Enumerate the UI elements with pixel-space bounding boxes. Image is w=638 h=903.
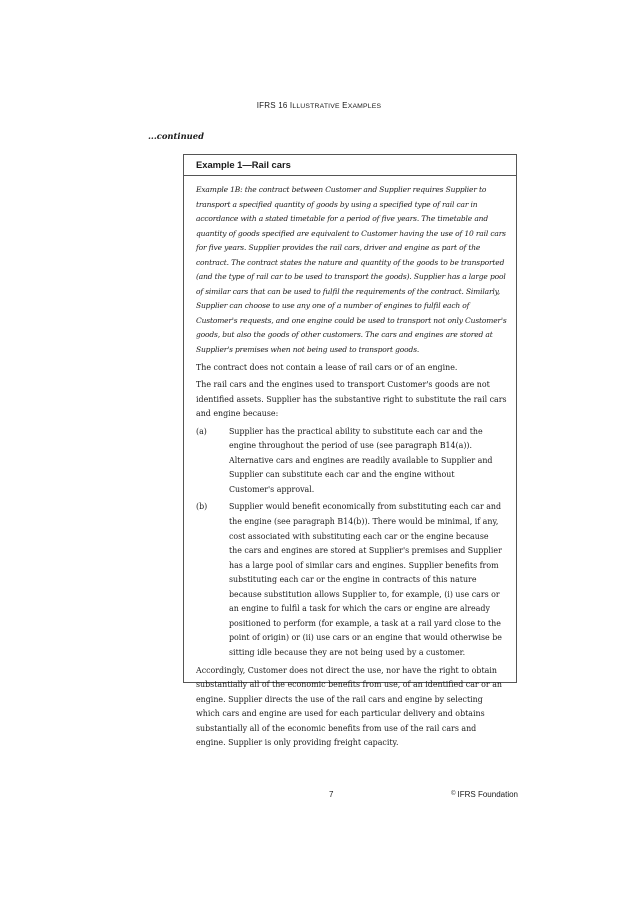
list-item-text: Supplier has the practical ability to substitute each car and the engine throughout the period of use (see paragraph B14(a)). Alternative cars and engines are readily available to Supplier and Supplier can substitute each car and the engine without Customer's approval. [229, 426, 493, 494]
identified-assets-paragraph: The rail cars and the engines used to transport Customer's goods are not identified assets. Supplier has the substantive right to substitute the rail cars and engine because: [196, 380, 507, 419]
example-title: Example 1—Rail cars [184, 155, 516, 176]
list-item-label: (a) [196, 426, 207, 436]
conclusion-paragraph: The contract does not contain a lease of rail cars or of an engine. [196, 362, 458, 372]
example-body [184, 176, 516, 751]
header-title-smallcaps-2: XAMPLES [347, 103, 382, 110]
header-title-smallcaps-1: LLUSTRATIVE [292, 103, 340, 110]
example-intro: Example 1B: the contract between Customer and Supplier requires Supplier to transport a specified quantity of goods by using a specified type of rail car in accordance with a stated timetable for a period of five years. The timetable and quantity of goods specified are equivalent to Customer having the use of 10 rail cars for five years. Supplier provides the rail cars, driver and engine as part of the contract. The contract states the nature and quantity of the goods to be transported (and the type of rail car to be used to transport the goods). Supplier has a large pool of similar cars that can be used to fulfil the requirements of the contract. Similarly, Supplier can choose to use any one of a number of engines to fulfil each of Customer's requests, and one engine could be used to transport not only Customer's goods, but also the goods of other customers. The cars and engines are stored at Supplier's premises when not being used to transport goods. [196, 185, 507, 355]
running-header [0, 101, 638, 110]
footer-copyright [451, 790, 518, 799]
list-item-label: (b) [196, 502, 208, 512]
list-item-text: Supplier would benefit economically from substituting each car and the engine (see paragraph B14(b)). There would be minimal, if any, cost associated with substituting each car or the engine because the cars and engines are stored at Supplier's premises and Supplier has a large pool of similar cars and engines. Supplier benefits from substituting each car or the engine in contracts of this nature because substitution allows Supplier to, for example, (i) use cars or an engine to fulfil a task for which the cars or engine are already positioned to perform (for example, a task at a rail yard close to the point of origin) or (ii) use cars or an engine that would otherwise be sitting idle because they are not being used by a customer. [229, 502, 502, 657]
continued-label: ...continued [148, 131, 204, 141]
header-title-separator: E [339, 101, 348, 110]
list-item [196, 425, 508, 498]
page-number: 7 [329, 790, 334, 799]
copyright-symbol: © [451, 791, 456, 797]
list-item [196, 500, 508, 660]
copyright-text: IFRS Foundation [457, 790, 518, 799]
header-title-main: IFRS 16 I [256, 101, 293, 110]
example-box [183, 154, 517, 748]
accordingly-paragraph: Accordingly, Customer does not direct the use, nor have the right to obtain substantially all of the economic benefits from use, of an identified car or an engine. Supplier directs the use of the rail cars and engine by selecting which cars and engine are used for each particular delivery and obtains substantially all of the economic benefits from use of the rail cars and engine. Supplier is only providing freight capacity. [196, 665, 502, 748]
